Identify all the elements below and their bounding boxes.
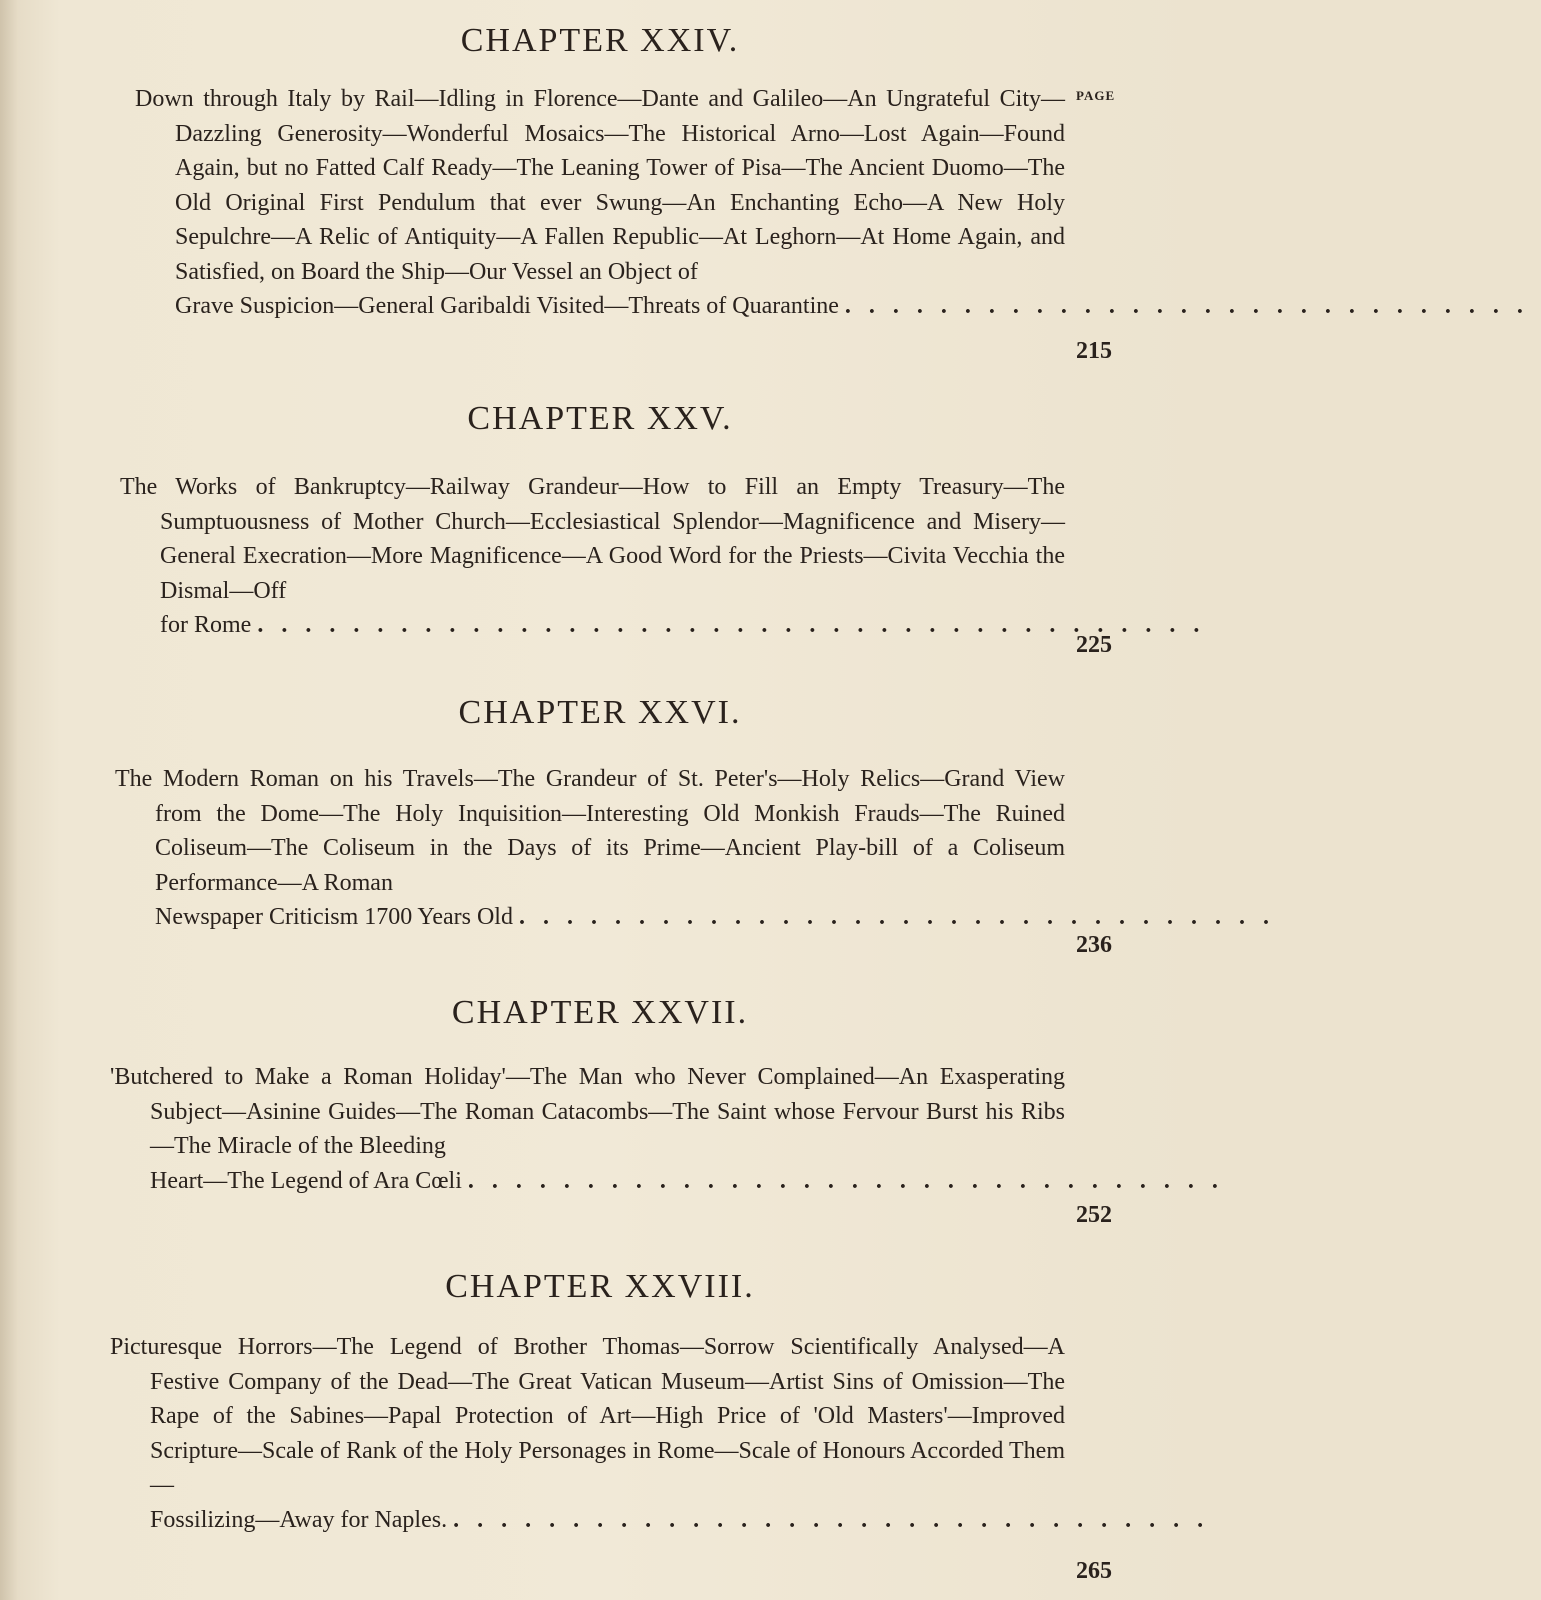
- page-number: 236: [1076, 932, 1112, 958]
- summary-text: Down through Italy by Rail—Idling in Florence—Dante and Galileo—An Ungrateful City—Dazzling Generosity—Wonderful Mosaics—The Historical Arno—Lost Again—Found Again, but no Fatted Calf Ready—The Leaning Tower of Pisa—The Ancient Duomo—The Old Original First Pendulum that ever Swung—An Enchanting Echo—A New Holy Sepulchre—A Relic of Antiquity—A Fallen Republic—At Leghorn—At Home Again, and Satisfied, on Board the Ship—Our Vessel an Object of: [135, 86, 1065, 285]
- page-number: 252: [1076, 1202, 1112, 1228]
- chapter-xxvii: [0, 994, 1200, 1032]
- leader-dots: .............................: [844, 293, 1541, 319]
- chapter-xxv: [0, 400, 1200, 438]
- summary-last-text: Newspaper Criticism 1700 Years Old: [155, 904, 513, 930]
- summary-text: The Works of Bankruptcy—Railway Grandeur—How to Fill an Empty Treasury—The Sumptuousness of Mother Church—Ecclesiastical Splendor—Magnificence and Misery—General Execration—More Magnificence—A Good Word for the Priests—Civita Vecchia the Dismal—Off: [120, 474, 1065, 604]
- page-number: 215: [1076, 338, 1112, 364]
- summary-last-line: [120, 608, 1218, 643]
- chapter-title: CHAPTER XXVIII.: [445, 1268, 755, 1305]
- summary-last-text: Heart—The Legend of Ara Cœli: [150, 1167, 462, 1194]
- summary-last-line: [110, 1503, 1222, 1538]
- summary-text: The Modern Roman on his Travels—The Grandeur of St. Peter's—Holy Relics—Grand View from the Dome—The Holy Inquisition—Interesting Old Monkish Frauds—The Ruined Coliseum—The Coliseum in the Days of its Prime—Ancient Play-bill of a Coliseum Performance—A Roman: [115, 766, 1065, 896]
- chapter-title: CHAPTER XXIV.: [460, 22, 740, 59]
- page-number: 265: [1076, 1558, 1112, 1584]
- leader-dots: ................................: [453, 1506, 1222, 1533]
- summary-text: 'Butchered to Make a Roman Holiday'—The Man who Never Complained—An Exasperating Subject—Asinine Guides—The Roman Catacombs—The Saint whose Fervour Burst his Ribs—The Miracle of the Bleeding: [110, 1064, 1065, 1159]
- chapter-xxiv: [0, 22, 1200, 60]
- chapter-title: CHAPTER XXVII.: [451, 994, 749, 1031]
- chapter-summary: [115, 762, 1287, 935]
- leader-dots: ........................................: [257, 612, 1218, 638]
- summary-last-line: [115, 900, 1287, 935]
- chapter-title: CHAPTER XXV.: [467, 400, 733, 437]
- chapter-title: CHAPTER XXVI.: [458, 694, 742, 731]
- summary-last-line: [110, 1164, 1236, 1199]
- summary-last-text: Fossilizing—Away for Naples.: [150, 1506, 448, 1533]
- chapter-summary: [110, 1060, 1236, 1198]
- chapter-summary: [110, 1330, 1222, 1537]
- page-column-label: PAGE: [1076, 88, 1116, 103]
- summary-last-text: for Rome: [160, 612, 252, 638]
- chapter-xxvi: [0, 694, 1200, 732]
- summary-text: Picturesque Horrors—The Legend of Brother Thomas—Sorrow Scientifically Analysed—A Festive Company of the Dead—The Great Vatican Museum—Artist Sins of Omission—The Rape of the Sabines—Papal Protection of Art—High Price of 'Old Masters'—Improved Scripture—Scale of Rank of the Holy Personages in Rome—Scale of Honours Accorded Them—: [110, 1334, 1065, 1498]
- chapter-summary: [120, 470, 1218, 643]
- summary-last-text: Grave Suspicion—General Garibaldi Visited—Threats of Quarantine: [175, 293, 839, 319]
- chapter-xxviii: [0, 1268, 1200, 1306]
- page-number: 225: [1076, 632, 1112, 658]
- summary-last-line: [135, 289, 1541, 324]
- leader-dots: ................................: [467, 1167, 1236, 1194]
- leader-dots: ................................: [518, 904, 1287, 930]
